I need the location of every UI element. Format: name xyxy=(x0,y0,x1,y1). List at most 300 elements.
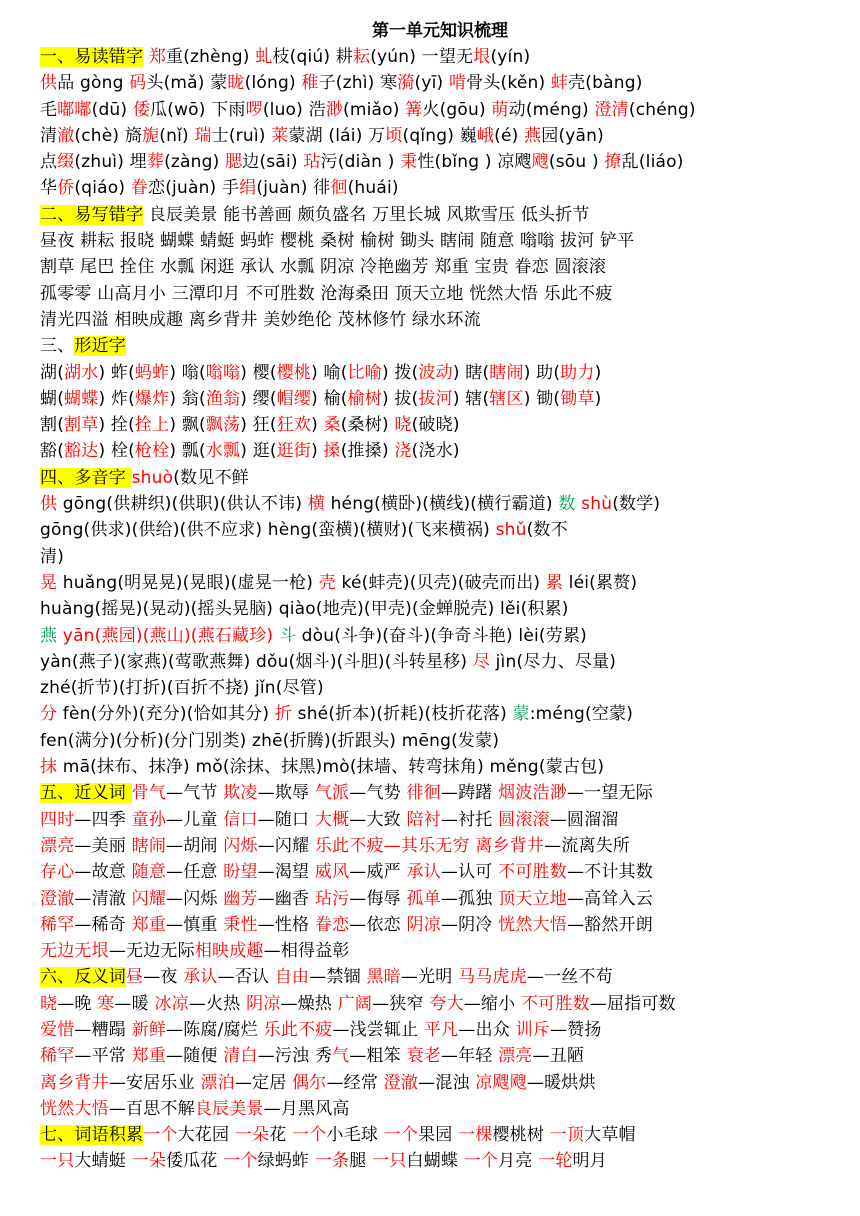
text-segment: 孤零零 山高月小 三潭印月 不可胜数 沧海桑田 顶天立地 恍然大悟 乐此不疲 xyxy=(40,283,613,304)
text-line xyxy=(40,964,840,990)
text-segment: 明月 xyxy=(572,1151,607,1172)
text-line xyxy=(40,675,840,701)
text-segment: —慎重 xyxy=(166,914,224,935)
text-segment: (huái) xyxy=(347,178,399,199)
text-segment: ) 炸( xyxy=(98,388,135,409)
text-line xyxy=(40,228,840,254)
text-segment: 玷 xyxy=(303,152,321,173)
text-segment: 大草帽 xyxy=(584,1125,636,1146)
text-line xyxy=(40,307,840,333)
text-segment: 豁( xyxy=(40,441,65,462)
text-segment: 污(diàn ) xyxy=(320,152,401,173)
text-segment: 衰老 xyxy=(406,1046,441,1067)
text-segment: ) 狂( xyxy=(240,415,277,436)
text-segment: 阴凉 xyxy=(406,914,441,935)
text-segment: ) 蚱( xyxy=(98,362,135,383)
text-segment: 蒙 xyxy=(512,704,530,725)
text-segment: 烟波浩渺 xyxy=(498,783,567,804)
text-segment: 品 gòng xyxy=(57,73,130,94)
text-segment: 蝴( xyxy=(40,388,65,409)
text-line xyxy=(40,701,840,727)
text-segment: 恋(juàn) 手 xyxy=(148,178,240,199)
text-line xyxy=(40,780,840,806)
text-segment: —高耸入云 xyxy=(566,888,653,909)
text-segment: 拴上 xyxy=(134,415,170,436)
text-segment: 莱 xyxy=(271,125,289,146)
text-segment: (推搡) xyxy=(340,441,395,462)
text-segment: ) 拴( xyxy=(98,415,135,436)
text-segment: mā(抹布、抹净) mǒ(涂抹、抹黑)mò(抹墙、转弯抹角) měng(蒙古包) xyxy=(57,757,605,778)
text-segment: (é) xyxy=(494,125,525,146)
text-segment: (yún) 一望无 xyxy=(370,47,474,67)
text-segment: —阴冷 xyxy=(440,914,499,935)
text-segment: —渴望 xyxy=(257,862,315,883)
text-segment: —经常 xyxy=(326,1072,384,1093)
text-segment: 小毛球 xyxy=(326,1125,384,1146)
text-segment: —火热 xyxy=(188,993,247,1014)
text-segment: —年轻 xyxy=(440,1046,499,1067)
text-segment: ) 嗡( xyxy=(169,362,206,383)
text-segment: 承认 xyxy=(406,862,441,883)
text-segment: 闪耀 xyxy=(131,888,167,909)
text-segment: 无边无垠 xyxy=(40,941,109,962)
text-segment: 漪 xyxy=(397,73,415,94)
text-segment: 子(zhì) 寒 xyxy=(318,73,398,94)
text-segment: 蚌 xyxy=(550,73,569,94)
text-segment: (miǎo) xyxy=(343,99,406,120)
text-line xyxy=(40,202,840,228)
text-segment: 啃 xyxy=(448,73,467,94)
text-segment: —出众 xyxy=(458,1019,516,1040)
text-segment: —圆溜溜 xyxy=(549,809,619,830)
text-segment: (数学) xyxy=(612,494,661,515)
text-segment: 割( xyxy=(40,415,65,436)
text-segment: 稀罕 xyxy=(40,1046,75,1067)
text-segment: 比喻 xyxy=(347,362,382,383)
text-line xyxy=(40,1122,840,1148)
section-heading: 四、多音字 xyxy=(40,467,132,488)
text-line xyxy=(40,912,840,938)
text-segment: 横 xyxy=(307,494,325,515)
text-segment: 割草 xyxy=(64,415,99,436)
text-segment: shù xyxy=(575,494,613,515)
text-segment: 数 xyxy=(558,494,576,515)
text-segment: 一个 xyxy=(463,1151,499,1172)
text-line xyxy=(40,281,840,307)
text-segment: 辖区 xyxy=(489,388,524,409)
text-segment: 壳 xyxy=(318,572,336,593)
text-segment: zhé(折节)(打折)(百折不挠) jǐn(尽管) xyxy=(40,678,324,699)
text-segment: (桑树) xyxy=(340,415,395,436)
text-segment: —踌躇 xyxy=(440,783,499,804)
text-segment: —相得益彰 xyxy=(263,941,350,962)
text-segment: —流离失所 xyxy=(544,835,631,856)
text-segment: —夜 xyxy=(143,967,184,988)
text-segment: 樱桃 xyxy=(276,362,312,383)
text-line xyxy=(40,465,840,491)
text-segment: 园(yān) xyxy=(541,125,604,146)
text-segment: 晓 xyxy=(394,415,412,436)
text-line xyxy=(40,1043,840,1069)
text-segment: 缀 xyxy=(57,152,75,173)
text-segment: —燥热 xyxy=(280,993,338,1014)
text-segment: —闪烁 xyxy=(166,888,224,909)
text-segment: —幽香 xyxy=(257,888,315,909)
text-segment: 士(ruì) xyxy=(211,125,272,146)
text-segment: —故意 xyxy=(74,862,132,883)
text-segment: 澈 xyxy=(57,125,75,146)
text-segment: —不计其数 xyxy=(566,862,653,883)
text-segment: 郑重 xyxy=(131,1046,167,1067)
text-segment: 篝 xyxy=(405,99,423,120)
text-segment: 壳(bàng) xyxy=(568,73,643,94)
text-segment: —光明 xyxy=(400,967,459,988)
document xyxy=(40,18,840,1175)
text-segment: ) 瞎( xyxy=(452,362,490,383)
text-segment: 垠 xyxy=(473,47,491,67)
text-segment: 一只 xyxy=(40,1151,75,1172)
text-segment: 倭 xyxy=(132,99,151,120)
text-segment: 乐此不疲 xyxy=(263,1019,333,1040)
text-segment: 幽芳 xyxy=(223,888,258,909)
text-segment: —气势 xyxy=(349,783,407,804)
text-segment: 一个 xyxy=(143,1125,178,1146)
text-segment: huǎng(明晃晃)(晃眼)(虚晃一枪) xyxy=(57,572,319,593)
text-segment: 晓 xyxy=(40,993,58,1014)
text-segment: ) 逛( xyxy=(240,441,277,462)
text-segment: (yī) xyxy=(414,73,449,94)
section-heading: 七、词语积累 xyxy=(40,1125,144,1146)
text-segment: yàn(燕子)(家燕)(莺歌燕舞) dǒu(烟斗)(斗胆)(斗转星移) xyxy=(40,651,473,672)
text-segment: 萌 xyxy=(491,99,509,120)
text-segment: 相映成趣 xyxy=(194,941,264,962)
text-segment: 眷恋 xyxy=(314,914,350,935)
text-segment: 稚 xyxy=(301,73,319,94)
text-segment: 存心 xyxy=(40,862,75,883)
text-segment: 三、 xyxy=(40,336,75,357)
text-segment: 水瓢 xyxy=(205,441,241,462)
text-segment: —随口 xyxy=(257,809,315,830)
text-segment: —一望无际 xyxy=(566,783,653,804)
text-segment: 随意 xyxy=(131,862,167,883)
text-segment: 腿 xyxy=(349,1151,373,1172)
text-segment: 乐此不疲—其乐无穷 xyxy=(314,835,470,856)
text-segment: 良辰美景 能书善画 颇负盛名 万里长城 风欺雪压 低头折节 xyxy=(143,204,590,225)
text-segment: 离乡背井 xyxy=(475,835,545,856)
text-segment: 清白 xyxy=(223,1046,258,1067)
text-line xyxy=(40,254,840,280)
text-segment: ) 喻( xyxy=(311,362,348,383)
text-segment: 阴凉 xyxy=(246,993,281,1014)
text-segment: 良辰美景 xyxy=(194,1098,264,1119)
text-line xyxy=(40,149,840,175)
section-heading: 一、易读错字 xyxy=(40,47,144,67)
text-segment: 燕 xyxy=(524,125,542,146)
text-line xyxy=(40,412,840,438)
text-segment: ) 翁( xyxy=(169,388,206,409)
text-segment: —大致 xyxy=(349,809,407,830)
text-segment: 承认 xyxy=(183,967,218,988)
text-segment: 气 xyxy=(332,1046,350,1067)
text-segment: 码 xyxy=(129,73,147,94)
text-segment: 秉性 xyxy=(223,914,258,935)
text-segment: 一朵 xyxy=(234,1125,270,1146)
text-segment: 锄草 xyxy=(560,388,595,409)
text-segment: (lóng) xyxy=(244,73,302,94)
text-segment: —粗笨 xyxy=(349,1046,407,1067)
text-segment: 乱(liáo) xyxy=(621,152,684,173)
text-segment: 毛 xyxy=(40,99,58,120)
text-segment: 一个 xyxy=(383,1125,419,1146)
text-segment: gōng(供耕织)(供职)(供认不讳) xyxy=(57,494,308,515)
text-segment: héng(横卧)(横线)(横行霸道) xyxy=(324,494,559,515)
text-segment: 火(gōu) xyxy=(422,99,492,120)
text-line xyxy=(40,886,840,912)
text-segment: 气派 xyxy=(314,783,350,804)
text-segment: 月亮 xyxy=(498,1151,539,1172)
text-segment: 大蜻蜓 xyxy=(74,1151,132,1172)
text-segment: fen(满分)(分析)(分门别类) zhē(折腾)(折跟头) mēng(发蒙) xyxy=(40,730,500,751)
text-segment: 瞎闹 xyxy=(131,835,167,856)
text-segment: —屈指可数 xyxy=(589,993,676,1014)
text-segment: 秉 xyxy=(400,152,418,173)
text-segment: 旎 xyxy=(142,125,160,146)
text-segment: (浇水) xyxy=(411,441,460,462)
text-segment: 黑暗 xyxy=(366,967,401,988)
text-segment: —无边无际 xyxy=(108,941,195,962)
text-segment: :méng(空蒙) xyxy=(529,704,634,725)
text-segment: 清 xyxy=(40,125,58,146)
text-segment: 果园 xyxy=(418,1125,459,1146)
text-segment: —性格 xyxy=(257,914,315,935)
text-segment: 澄清 xyxy=(594,99,629,120)
text-segment: 眬 xyxy=(227,73,245,94)
text-segment: 漂亮 xyxy=(40,835,75,856)
text-segment: huàng(摇晃)(晃动)(摇头晃脑) qiào(地壳)(甲壳)(金蝉脱壳) lěi(积累) xyxy=(40,599,569,620)
text-line xyxy=(40,807,840,833)
text-segment: —丑陋 xyxy=(532,1046,585,1067)
text-line xyxy=(40,728,840,754)
text-segment: 峨 xyxy=(476,125,495,146)
text-segment: ) 缨( xyxy=(240,388,277,409)
text-segment: 马马虎虎 xyxy=(458,967,527,988)
text-segment: —否认 xyxy=(217,967,275,988)
text-line xyxy=(40,360,840,386)
text-segment: 一条 xyxy=(314,1151,350,1172)
text-segment: 尽 xyxy=(472,651,491,672)
text-segment: 冰凉 xyxy=(154,993,189,1014)
text-segment: 徘徊 xyxy=(406,783,441,804)
text-segment: 圆滚滚 xyxy=(498,809,550,830)
text-segment: 昼 xyxy=(126,967,144,988)
text-segment: (qiáo) xyxy=(74,178,131,199)
text-segment: ) 助( xyxy=(523,362,561,383)
text-segment: ) 拔( xyxy=(381,388,419,409)
text-segment: 玷污 xyxy=(314,888,350,909)
text-segment: 嗡嗡 xyxy=(205,362,241,383)
text-segment: 信口 xyxy=(223,809,258,830)
text-segment: 欺凌 xyxy=(223,783,258,804)
text-segment: 搡 xyxy=(323,441,341,462)
text-segment: —浅尝辄止 xyxy=(332,1019,424,1040)
text-line xyxy=(40,544,840,570)
text-segment: (qǐng) 巍 xyxy=(402,125,477,146)
text-segment: 累 xyxy=(545,572,564,593)
text-line xyxy=(40,938,840,964)
text-segment: 豁达 xyxy=(64,441,99,462)
text-segment: shé(折本)(折耗)(枝折花落) xyxy=(292,704,513,725)
text-segment: 一轮 xyxy=(538,1151,573,1172)
text-segment: 大花园 xyxy=(177,1125,235,1146)
text-line xyxy=(40,1096,840,1122)
text-segment: 逛街 xyxy=(276,441,312,462)
text-segment: 撩 xyxy=(604,152,622,173)
text-segment: 蚂蚱 xyxy=(134,362,170,383)
text-segment: —陈腐/腐烂 xyxy=(166,1019,264,1040)
text-segment: shuò xyxy=(131,467,174,488)
text-segment: 徊 xyxy=(330,178,348,199)
text-segment: —豁然开朗 xyxy=(566,914,653,935)
text-line xyxy=(40,386,840,412)
page-title: 第一单元知识梳理 xyxy=(372,21,508,41)
text-segment: fèn(分外)(充分)(恰如其分) xyxy=(57,704,275,725)
text-segment: —认可 xyxy=(440,862,499,883)
text-segment: 助力 xyxy=(560,362,595,383)
text-segment: —暖烘烘 xyxy=(526,1072,596,1093)
text-segment: —平常 xyxy=(74,1046,132,1067)
text-segment: (zàng) xyxy=(164,152,226,173)
text-segment: 郑重 xyxy=(131,914,167,935)
text-segment: —依恋 xyxy=(349,914,407,935)
text-segment: 稀罕 xyxy=(40,914,75,935)
text-segment: 训斥 xyxy=(515,1019,551,1040)
text-segment: 澄澈 xyxy=(383,1072,419,1093)
text-segment: 樱桃树 xyxy=(492,1125,550,1146)
text-segment: ké(蚌壳)(贝壳)(破壳而出) xyxy=(335,572,546,593)
text-segment: 恍然大悟 xyxy=(40,1098,109,1119)
text-segment: 离乡背井 xyxy=(40,1072,109,1093)
text-segment: (chè) 旖 xyxy=(74,125,143,146)
text-segment: 澄澈 xyxy=(40,888,75,909)
text-segment: 骨气 xyxy=(131,783,167,804)
text-segment: ) 飘( xyxy=(169,415,206,436)
text-segment: 耘 xyxy=(352,47,371,67)
text-segment: (juàn) 徘 xyxy=(256,178,331,199)
text-segment: 一个 xyxy=(223,1151,258,1172)
text-segment: —四季 xyxy=(74,809,132,830)
text-segment: —随便 xyxy=(166,1046,224,1067)
section-heading: 五、近义词 xyxy=(40,783,132,804)
text-segment: ) 榆( xyxy=(311,388,348,409)
text-line xyxy=(40,570,840,596)
text-segment: ) 樱( xyxy=(240,362,277,383)
text-segment: 夸大 xyxy=(429,993,464,1014)
text-segment: 骨头(kěn) xyxy=(466,73,551,94)
text-line xyxy=(40,623,840,649)
text-segment: 一个 xyxy=(292,1125,327,1146)
text-line xyxy=(40,438,840,464)
text-segment: yān(燕园)(燕山)(燕石藏珍) xyxy=(57,625,279,646)
text-segment: 昼夜 耕耘 报晓 蝴蝶 蜻蜓 蚂蚱 樱桃 桑树 榆树 锄头 瞎闹 随意 嗡嗡 拔河 铲平 xyxy=(40,231,635,252)
text-segment: 一只 xyxy=(372,1151,407,1172)
text-segment: 漂亮 xyxy=(498,1046,533,1067)
text-line xyxy=(40,596,840,622)
text-segment: 湖( xyxy=(40,362,65,383)
text-segment: 威风 xyxy=(314,862,350,883)
text-segment: 自由 xyxy=(274,967,310,988)
text-line xyxy=(40,991,840,1017)
text-segment: 飕 xyxy=(531,152,549,173)
text-segment: 盼望 xyxy=(223,862,258,883)
text-segment: 抹 xyxy=(40,757,58,778)
text-segment: 华 xyxy=(40,178,58,199)
text-segment: 闪烁 xyxy=(223,835,258,856)
text-segment: —任意 xyxy=(166,862,224,883)
text-segment: 嘟嘟 xyxy=(57,99,92,120)
text-segment: —禁锢 xyxy=(309,967,367,988)
text-segment: —月黑风高 xyxy=(263,1098,350,1119)
text-segment: 枪栓 xyxy=(134,441,170,462)
text-segment: —暖 xyxy=(114,993,155,1014)
text-segment: 波动 xyxy=(418,362,453,383)
text-segment: ) xyxy=(311,415,324,436)
text-segment: (sōu ) xyxy=(548,152,605,173)
text-segment: 一顶 xyxy=(549,1125,585,1146)
text-segment: —安居乐业 xyxy=(108,1072,201,1093)
text-segment: —儿童 xyxy=(166,809,224,830)
text-segment: —一丝不苟 xyxy=(526,967,613,988)
text-segment: 渔翁 xyxy=(205,388,241,409)
text-segment: —闪耀 xyxy=(257,835,315,856)
text-segment: 寒 xyxy=(97,993,115,1014)
text-segment: 侨 xyxy=(57,178,75,199)
text-segment: (数不 xyxy=(526,520,568,541)
text-segment: ) xyxy=(594,388,602,409)
text-segment: 瞎闹 xyxy=(489,362,524,383)
text-line xyxy=(40,833,840,859)
text-segment: 浇 xyxy=(394,441,412,462)
text-segment: —欺辱 xyxy=(257,783,315,804)
text-segment: 边(sāi) xyxy=(242,152,304,173)
text-segment: 瑞 xyxy=(194,125,212,146)
text-segment: 恍然大悟 xyxy=(498,914,567,935)
text-segment: ) 拨( xyxy=(381,362,419,383)
text-segment: 渺 xyxy=(325,99,343,120)
text-segment: —赞扬 xyxy=(550,1019,602,1040)
text-segment: —衬托 xyxy=(440,809,499,830)
text-segment: —狭窄 xyxy=(372,993,430,1014)
text-segment: 爆炸 xyxy=(134,388,170,409)
text-segment: 偶尔 xyxy=(292,1072,327,1093)
text-segment: 啰 xyxy=(245,99,263,120)
text-line xyxy=(40,97,840,123)
text-line xyxy=(40,1148,840,1174)
text-segment: —孤独 xyxy=(440,888,499,909)
text-segment: 清光四溢 相映成趣 离乡背井 美妙绝伦 茂林修竹 绿水环流 xyxy=(40,309,481,330)
text-segment: jìn(尽力、尽量) xyxy=(490,651,617,672)
text-segment: 瓜(wō) 下雨 xyxy=(150,99,246,120)
text-line xyxy=(40,649,840,675)
section-heading: 形近字 xyxy=(74,336,127,357)
text-segment: 凉飕飕 xyxy=(475,1072,527,1093)
text-line xyxy=(40,1070,840,1096)
text-segment: —稀奇 xyxy=(74,914,132,935)
text-segment: (chéng) xyxy=(628,99,696,120)
text-segment: dòu(斗争)(奋斗)(争奇斗艳) lèi(劳累) xyxy=(296,625,587,646)
text-segment: —气节 xyxy=(166,783,224,804)
text-segment: 枝(qiú) 耕 xyxy=(272,47,353,67)
text-segment: ) 辖( xyxy=(452,388,490,409)
